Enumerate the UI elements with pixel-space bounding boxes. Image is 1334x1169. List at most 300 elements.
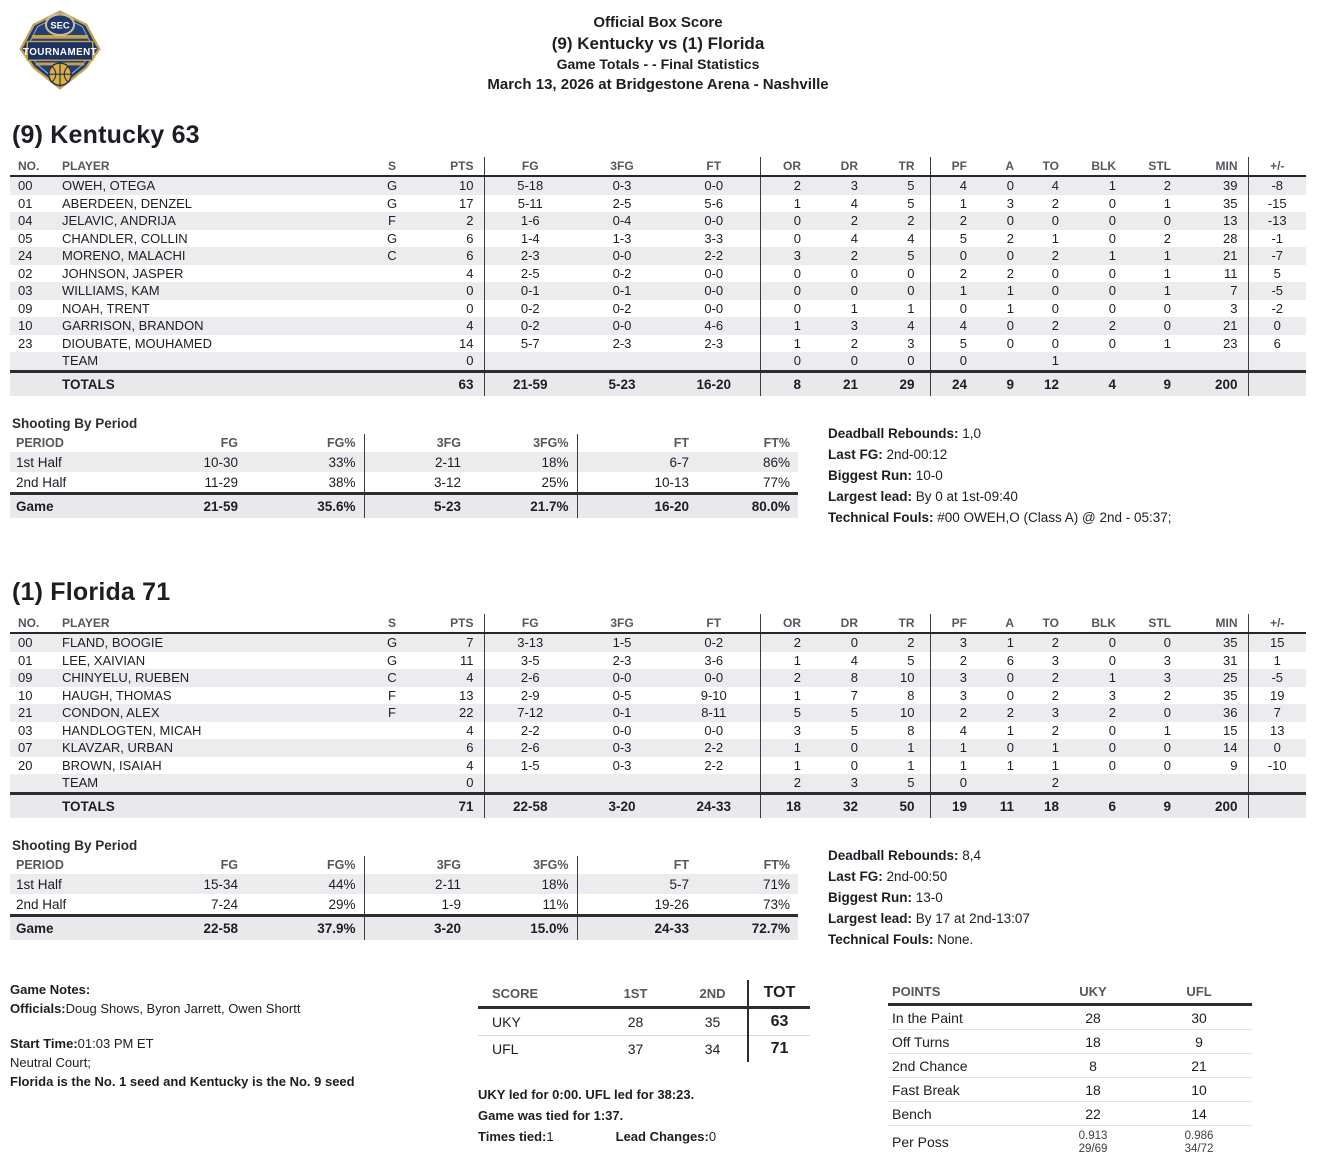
cell: 50 [873,793,930,818]
column-header: NO. [10,157,58,176]
cell: 6-7 [577,452,697,472]
column-header: +/- [1248,614,1306,633]
cell: 2-3 [484,247,576,265]
florida-box-header [10,614,1306,633]
cell: 71 [418,793,484,818]
cell: 2-3 [612,335,632,351]
cell: 3-6 [668,652,760,670]
note-line [828,887,1030,908]
kentucky-box-header [10,157,1306,176]
cell: 3 [1163,652,1171,668]
ties-changes-line [478,1126,834,1147]
cell: 2 [1072,704,1129,722]
kentucky-period-section [10,416,1306,528]
cell: 0-1 [484,282,576,300]
cell: 9 [980,371,1027,396]
cell: 71 [748,1036,810,1063]
note-label: Deadball Rebounds: [828,426,959,441]
cell: 1 [760,317,816,335]
cell: 0 [873,265,930,283]
logo-tournament-text: TOURNAMENT [22,47,98,59]
cell: 32 [816,793,873,818]
cell: 10-30 [128,452,246,472]
column-header: PERIOD [16,436,64,450]
cell: 2 [760,633,816,652]
cell [576,352,668,371]
cell: 0 [1248,739,1306,757]
cell: 0 [1108,195,1116,211]
cell [366,371,418,396]
cell: -5 [1248,282,1306,300]
column-header: OR [760,614,816,633]
logo-sec-text: SEC [50,20,70,31]
cell: 5-7 [577,874,697,894]
cell: 12 [1027,371,1072,396]
cell: 10-13 [654,474,689,490]
note-value: By 0 at 1st-09:40 [912,489,1018,504]
cell: 2 [873,212,930,230]
column-header: 3FG [436,436,461,450]
column-header: DR [816,157,873,176]
cell: 1 [873,300,930,318]
cell: 0 [418,774,484,793]
cell: Off Turns [888,1030,1040,1054]
cell: 9 [1146,1030,1252,1054]
cell [1129,352,1184,371]
cell: 0 [930,352,980,371]
cell: 0 [760,352,816,371]
cell: 2-5 [612,195,632,211]
cell: 0-0 [668,265,760,283]
cell: 0-4 [576,212,668,230]
column-header: TO [1027,614,1072,633]
cell: G [386,652,398,668]
cell: 38% [246,472,364,494]
cell: 1-5 [576,633,668,652]
cell: 2 [816,247,873,265]
start-time-label: Start Time: [10,1036,78,1051]
cell: 0 [1129,704,1184,722]
column-header: TO [1027,157,1072,176]
cell: 5 [873,247,930,265]
cell: 8 [760,371,816,396]
cell: 4 [873,230,930,248]
cell: 0 [959,300,967,316]
cell: 5 [959,230,967,246]
cell: 0 [1129,212,1184,230]
note-line [828,866,1030,887]
cell: 9-10 [668,687,760,705]
cell: 18% [469,874,577,894]
cell: 18 [1040,1030,1146,1054]
florida-shooting-body [10,874,798,916]
cell: 2-2 [520,722,540,738]
cell [366,300,418,318]
cell: 09 [10,669,58,687]
cell: 2 [850,335,858,351]
cell: 3 [1027,704,1072,722]
cell: 24-33 [668,793,760,818]
cell: 2 [1027,774,1072,793]
column-header: PF [930,157,980,176]
cell: 1 [1072,669,1129,687]
cell: 44% [246,874,364,894]
cell: 0-2 [612,265,632,281]
cell: 30 [1146,1005,1252,1030]
lead-summary [478,1084,834,1147]
header-row [10,157,1306,176]
column-header: FG [484,614,576,633]
cell: 4 [418,757,484,775]
cell: OWEH, OTEGA [58,176,366,195]
cell: 2 [418,212,484,230]
cell: 0-1 [576,704,668,722]
note-line [828,444,1172,465]
cell: 1 [1163,722,1171,738]
cell: 10 [873,704,930,722]
cell: 200 [1184,371,1248,396]
seed-note: Florida is the No. 1 seed and Kentucky is the No. 9 seed [10,1074,355,1089]
column-header: PLAYER [58,157,366,176]
cell: 72.7% [697,916,798,941]
kentucky-team-title: (9) Kentucky 63 [12,121,200,149]
cell: 20 [18,757,33,773]
column-header: FT [668,157,760,176]
column-header: A [980,614,1027,633]
cell: 5-18 [484,176,576,195]
cell: LEE, XAIVIAN [62,652,146,668]
header-row [10,856,798,874]
cell: 21 [1184,317,1248,335]
cell: 86% [697,452,798,472]
game-row [10,494,798,519]
game-date-location: March 13, 2026 at Bridgestone Arena - Nashville [487,76,829,93]
cell: 4 [418,722,484,740]
cell [1248,774,1306,793]
cell: 0 [850,265,858,281]
per-poss-uky-fraction: 29/69 [1078,1142,1108,1155]
cell: 2 [760,176,816,195]
note-label: Last FG: [828,447,883,462]
cell: 0-0 [576,317,668,335]
cell: 9 [1184,757,1248,775]
note-value: 2nd-00:50 [882,869,948,884]
cell: 1 [793,652,801,668]
shooting-header [10,434,798,452]
kentucky-notes [828,416,1172,528]
cell: 13 [1270,722,1285,738]
kentucky-shooting-body [10,452,798,494]
note-value: 2nd-00:12 [882,447,948,462]
cell [366,793,418,818]
cell: 4 [850,230,858,246]
cell: WILLIAMS, KAM [58,282,366,300]
cell: 1st Half [10,452,128,472]
cell: 7-24 [210,896,238,912]
florida-box-totals [10,793,1306,818]
cell: 33% [246,452,364,472]
kentucky-shooting-game [10,494,798,519]
column-header: FT [673,436,689,450]
note-label: Deadball Rebounds: [828,848,959,863]
cell: 14 [1146,1102,1252,1126]
cell: 22 [1040,1102,1146,1126]
cell: 0 [1129,317,1184,335]
column-header: 3FG [576,157,668,176]
cell: F [366,212,418,230]
cell: 0 [1006,687,1014,703]
column-header: FT% [763,858,790,872]
column-header: FG [220,436,238,450]
score-header [478,980,810,1008]
points-header [888,980,1252,1005]
cell: 11 [418,652,484,670]
cell: JELAVIC, ANDRIJA [58,212,366,230]
cell [1248,352,1306,371]
cell: 11% [469,894,577,916]
cell: 10 [418,176,484,195]
cell: TOTALS [58,371,366,396]
cell: 2nd Chance [888,1054,1040,1078]
cell: 21 [10,704,58,722]
cell: 6 [1006,652,1014,668]
cell: 0 [816,282,873,300]
cell: 1 [1051,230,1059,246]
florida-period-section [10,838,1306,950]
cell: 1-9 [441,896,461,912]
cell: 3-20 [364,916,469,941]
kentucky-shooting-table [10,434,798,518]
cell: 1-4 [520,230,540,246]
cell: 15.0% [469,916,577,941]
game-notes-title: Game Notes: [10,982,91,997]
start-time-value: 01:03 PM ET [77,1036,154,1051]
cell [366,282,418,300]
report-title: Official Box Score [593,14,723,31]
cell: 0-0 [668,300,760,318]
note-label: Last FG: [828,869,883,884]
cell: 1 [959,195,967,211]
cell: 2 [930,704,980,722]
cell: 02 [18,265,33,281]
cell: 0 [1108,230,1116,246]
player-row [10,739,1306,757]
cell: 2 [1051,687,1059,703]
cell: 2 [1006,265,1014,281]
cell: 28 [1184,230,1248,248]
cell: 0 [1072,212,1129,230]
game-notes [10,980,478,1159]
player-row [10,195,1306,213]
cell: 1 [873,757,930,775]
cell: 2-6 [484,739,576,757]
column-header: POINTS [888,980,1040,1005]
score-column [478,980,834,1159]
cell: MORENO, MALACHI [58,247,366,265]
cell: 34 [678,1036,748,1063]
player-row [10,300,1306,318]
column-header: 1ST [593,980,678,1008]
cell: 3 [793,722,801,738]
cell: 8 [873,687,930,705]
cell: 07 [10,739,58,757]
cell: 0 [873,282,930,300]
florida-shooting-block [10,838,798,950]
officials-label: Officials: [10,1001,66,1016]
score-row [478,1008,810,1036]
cell: 29 [873,371,930,396]
player-row [10,176,1306,195]
cell: 23 [1184,335,1248,353]
cell: 0-1 [576,282,668,300]
cell: 0-5 [612,687,632,703]
cell: 2nd Half [16,474,67,490]
period-row [10,874,798,894]
note-line [828,486,1172,507]
cell: 1 [793,195,801,211]
player-row [10,335,1306,353]
column-header: OR [760,157,816,176]
column-header: PLAYER [58,614,366,633]
header-row [10,434,798,452]
note-value: None. [933,932,974,947]
cell: 1 [930,282,980,300]
cell: 19-26 [654,896,689,912]
cell: 00 [10,176,58,195]
cell [366,352,418,371]
cell: 6 [418,230,484,248]
points-row [888,1054,1252,1078]
led-for-line: UKY led for 0:00. UFL led for 38:23. [478,1087,695,1102]
cell: 0 [1027,282,1072,300]
cell: 19 [1270,687,1285,703]
cell: 3-3 [668,230,760,248]
cell: 1 [959,757,967,773]
cell: 1 [850,300,858,316]
cell: 1-6 [484,212,576,230]
note-label: Largest lead: [828,489,913,504]
per-poss-uky-ratio: 0.913 [1078,1129,1108,1142]
cell: 1 [1072,247,1129,265]
cell: 0 [1163,300,1171,316]
cell: UKY [492,1014,521,1030]
column-header: FG [220,858,238,872]
cell [980,774,1027,793]
cell: 22 [418,704,484,722]
shooting-by-period-title: Shooting By Period [12,416,138,431]
cell: 5 [873,176,930,195]
cell: 21 [816,371,873,396]
cell [1248,793,1306,818]
cell: 0 [980,739,1027,757]
times-tied-value: 1 [546,1129,554,1144]
lead-changes-value: 0 [708,1129,717,1144]
cell: 35 [704,1014,721,1030]
cell: 2 [1129,176,1184,195]
column-header: SCORE [478,980,593,1008]
cell: TOTALS [58,793,366,818]
cell: CHINYELU, RUEBEN [58,669,366,687]
note-value: 13-0 [912,890,943,905]
column-header: FG% [246,434,364,452]
cell: 37.9% [246,916,364,941]
cell: 0-3 [576,176,668,195]
cell: 63 [418,371,484,396]
cell: 0-0 [668,669,760,687]
sec-tournament-logo-icon [12,6,108,92]
cell: 36 [1184,704,1248,722]
cell [1129,774,1184,793]
player-row [10,774,1306,793]
column-header: UFL [1146,980,1252,1005]
column-header: PERIOD [16,858,64,872]
cell: 73% [762,896,790,912]
cell: 2-3 [612,652,632,668]
cell: 0-2 [668,633,760,652]
player-row [10,633,1306,652]
spacer [10,1018,478,1034]
player-row [10,352,1306,371]
cell: 1 [1006,757,1014,773]
note-value: 1,0 [958,426,982,441]
cell: 6 [418,739,484,757]
cell: 0 [1051,265,1059,281]
cell: 0-0 [576,669,668,687]
cell: 0 [1072,739,1129,757]
cell: 21 [1184,247,1248,265]
cell: 2-2 [668,757,760,775]
cell: 03 [18,722,33,738]
column-header: FG% [246,856,364,874]
cell: C [366,669,418,687]
cell: 1 [1129,247,1184,265]
kentucky-box-body [10,176,1306,371]
column-header: TR [873,157,930,176]
cell: 2 [760,774,816,793]
cell: 4 [1072,371,1129,396]
cell: 4 [1027,176,1072,195]
cell: 0 [1108,722,1116,738]
cell [10,352,58,371]
cell: 63 [748,1008,810,1036]
points-table [888,980,1252,1159]
cell [10,774,58,793]
cell: 2 [816,212,873,230]
game-row [10,916,798,941]
cell: 28 [627,1014,644,1030]
cell: 15 [1248,633,1306,652]
cell: 5-23 [576,371,668,396]
cell: 1 [1163,265,1171,281]
cell: 5 [873,195,930,213]
cell: 3 [1108,687,1116,703]
column-header: BLK [1072,157,1129,176]
cell [1184,774,1248,793]
points-block [888,980,1252,1159]
cell: 1 [980,633,1027,652]
note-label: Technical Fouls: [828,510,934,525]
cell: 0 [1129,739,1184,757]
cell: 01 [18,652,33,668]
cell: 200 [1184,793,1248,818]
cell: 0 [1129,633,1184,652]
cell: 01 [18,195,33,211]
start-time-line [10,1034,478,1053]
cell: 1 [1163,335,1171,351]
points-body [888,1005,1252,1126]
cell: 2 [1027,247,1072,265]
column-header: PTS [418,157,484,176]
